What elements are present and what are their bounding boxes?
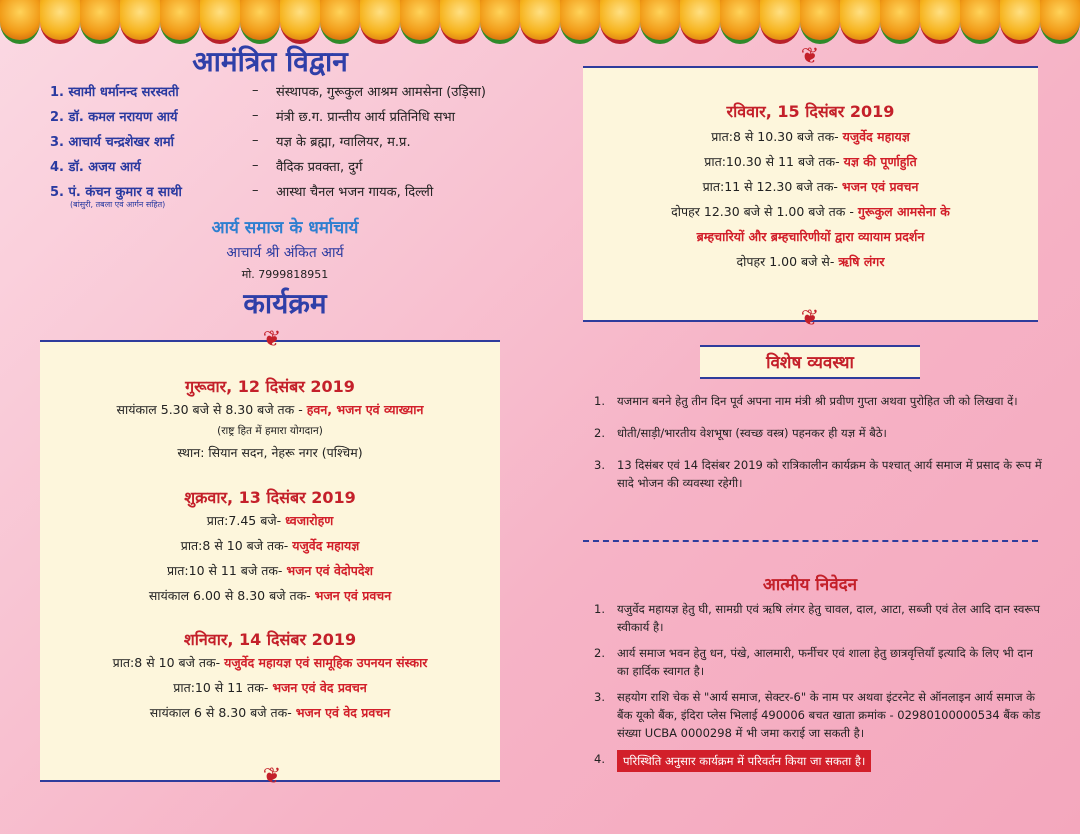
schedule-line xyxy=(40,397,500,422)
list-item xyxy=(575,392,1045,410)
guest-note: (बांसुरी, तबला एवं आर्गन सहित) xyxy=(70,200,166,209)
day-heading: गुरूवार, 12 दिसंबर 2019 xyxy=(185,377,355,396)
item-number: 3. xyxy=(594,690,605,704)
line-time: सायंकाल 6.00 से 8.30 बजे तक- xyxy=(148,588,315,603)
list-item xyxy=(575,600,1045,636)
line-event: भजन एवं वेद प्रवचन xyxy=(295,705,391,720)
item-text: यजमान बनने हेतु तीन दिन पूर्व अपना नाम मंत्री श्री प्रवीण गुप्ता अथवा पुरोहित जी को लिखवा दें। xyxy=(617,394,1018,408)
line-time: सायंकाल 5.30 बजे से 8.30 बजे तक - xyxy=(116,402,307,417)
guest-name: 3. आचार्य चन्द्रशेखर शर्मा xyxy=(50,134,174,150)
item-number: 3. xyxy=(594,458,605,472)
special-title: विशेष व्यवस्था xyxy=(766,353,854,373)
guest-row xyxy=(50,78,570,103)
schedule-line xyxy=(40,533,500,558)
appeal-title: आत्मीय निवेदन xyxy=(762,575,858,595)
item-text: यजुर्वेद महायज्ञ हेतु घी, सामग्री एवं ऋषि लंगर हेतु चावल, दाल, आटा, सब्जी एवं तेल आदि दान स्वरूप स्वीकार्य है। xyxy=(617,602,1040,634)
schedule-line xyxy=(40,650,500,675)
line-event: यजुर्वेद महायज्ञ xyxy=(292,538,360,553)
schedule-line xyxy=(583,249,1038,274)
line-time: प्रात:8 से 10.30 बजे तक- xyxy=(711,129,843,144)
item-text: 13 दिसंबर एवं 14 दिसंबर 2019 को रात्रिकालीन कार्यक्रम के पश्चात् आर्य समाज में प्रसाद के रूप में सादे भोजन की व्यवस्था रहेगी। xyxy=(617,458,1042,490)
line-time: दोपहर 1.00 बजे से- xyxy=(736,254,839,269)
item-text: धोती/साड़ी/भारतीय वेशभूषा (स्वच्छ वस्त्र) पहनकर ही यज्ञ में बैठे। xyxy=(617,426,887,440)
day-heading: शनिवार, 14 दिसंबर 2019 xyxy=(183,630,357,649)
item-number: 1. xyxy=(594,602,605,616)
guest-name: 2. डॉ. कमल नरायण आर्य xyxy=(50,109,178,125)
guest-dash: – xyxy=(252,158,259,173)
day-heading: रविवार, 15 दिसंबर 2019 xyxy=(726,102,895,121)
line-event: ध्वजारोहण xyxy=(285,513,334,528)
dharmacharya-heading: आर्य समाज के धर्माचार्य xyxy=(211,218,359,238)
line-time: (राष्ट्र हित में हमारा योगदान) xyxy=(217,425,323,437)
special-list xyxy=(575,392,1045,506)
line-time: प्रात:11 से 12.30 बजे तक- xyxy=(702,179,842,194)
line-event: गुरूकुल आमसेना के xyxy=(857,204,950,219)
guest-role: मंत्री छ.ग. प्रान्तीय आर्य प्रतिनिधि सभा xyxy=(276,109,455,125)
item-text: सहयोग राशि चेक से "आर्य समाज, सेक्टर-6" के नाम पर अथवा इंटरनेट से ऑनलाइन आर्य समाज के बैंक यूको बैंक, इंदिरा प्लेस भिलाई 490006 बचत खाता क्रमांक - 02980100000534 बैंक कोड संख्या UCBA 0000298 में भी जमा कराई जा सकती है। xyxy=(617,690,1041,740)
line-time: दोपहर 12.30 बजे से 1.00 बजे तक - xyxy=(671,204,858,219)
schedule-line xyxy=(40,422,500,440)
line-event: भजन एवं प्रवचन xyxy=(314,588,392,603)
guest-row xyxy=(50,153,570,178)
line-time: प्रात:7.45 बजे- xyxy=(206,513,286,528)
line-time: प्रात:10 से 11 तक- xyxy=(173,680,273,695)
day-heading: शुक्रवार, 13 दिसंबर 2019 xyxy=(184,488,356,507)
day-block-friday xyxy=(40,486,500,608)
guest-name: 5. पं. कंचन कुमार व साथी xyxy=(50,184,182,200)
list-item xyxy=(575,750,1045,772)
schedule-line xyxy=(583,149,1038,174)
schedule-line xyxy=(40,700,500,725)
guest-row xyxy=(50,128,570,153)
guests-title: आमंत्रित विद्वान xyxy=(192,45,348,78)
line-event: हवन, भजन एवं व्याख्यान xyxy=(306,402,424,417)
schedule-line xyxy=(583,124,1038,149)
scroll-ornament-icon: ❦ xyxy=(262,327,282,352)
list-item xyxy=(575,644,1045,680)
appeal-list xyxy=(575,600,1045,786)
day-block-saturday xyxy=(40,628,500,725)
line-time: प्रात:8 से 10 बजे तक- xyxy=(112,655,225,670)
guest-role: यज्ञ के ब्रह्मा, ग्वालियर, म.प्र. xyxy=(276,134,411,150)
schedule-line xyxy=(40,583,500,608)
marigold-bunting xyxy=(0,0,1080,44)
line-event: भजन एवं वेद प्रवचन xyxy=(272,680,367,695)
schedule-line xyxy=(583,224,1038,249)
scroll-ornament-icon: ❦ xyxy=(800,306,820,331)
guest-name: 4. डॉ. अजय आर्य xyxy=(50,159,141,175)
guest-dash: – xyxy=(252,83,259,98)
schedule-line xyxy=(40,440,500,465)
line-event: भजन एवं प्रवचन xyxy=(841,179,919,194)
schedule-line xyxy=(583,199,1038,224)
dharmacharya-phone: मो. 7999818951 xyxy=(241,268,329,281)
schedule-line xyxy=(583,174,1038,199)
day-block-sunday xyxy=(583,100,1038,274)
dashed-divider xyxy=(583,540,1038,542)
schedule-line xyxy=(40,558,500,583)
line-event: ब्रम्हचारियों और ब्रम्हचारिणीयों द्वारा व्यायाम प्रदर्शन xyxy=(696,229,925,244)
item-number: 2. xyxy=(594,646,605,660)
item-number: 2. xyxy=(594,426,605,440)
guest-row xyxy=(50,103,570,128)
line-event: यजुर्वेद महायज्ञ एवं सामूहिक उपनयन संस्कार xyxy=(224,655,428,670)
schedule-line xyxy=(40,675,500,700)
line-time: स्थान: सियान सदन, नेहरू नगर (पश्चिम) xyxy=(177,445,363,460)
guest-role: आस्था चैनल भजन गायक, दिल्ली xyxy=(276,184,434,200)
highlight-note: परिस्थिति अनुसार कार्यक्रम में परिवर्तन किया जा सकता है। xyxy=(617,750,871,772)
guest-dash: – xyxy=(252,108,259,123)
line-event: यज्ञ की पूर्णाहुति xyxy=(843,154,917,169)
guest-role: संस्थापक, गुरूकुल आश्रम आमसेना (उड़िसा) xyxy=(276,84,486,100)
guest-dash: – xyxy=(252,183,259,198)
program-title: कार्यक्रम xyxy=(243,287,327,320)
dharmacharya-name: आचार्य श्री अंकित आर्य xyxy=(226,245,344,261)
list-item xyxy=(575,688,1045,742)
item-text: आर्य समाज भवन हेतु धन, पंखे, आलमारी, फर्नीचर एवं शाला हेतु छात्रवृत्तियाँ इत्यादि के लिए भी दान का हार्दिक स्वागत है। xyxy=(617,646,1033,678)
line-event: भजन एवं वेदोपदेश xyxy=(286,563,374,578)
day-block-thursday xyxy=(40,375,500,465)
line-time: सायंकाल 6 से 8.30 बजे तक- xyxy=(149,705,296,720)
list-item xyxy=(575,424,1045,442)
guest-role: वैदिक प्रवक्ता, दुर्ग xyxy=(276,159,363,175)
scroll-ornament-icon: ❦ xyxy=(800,44,820,69)
item-number: 1. xyxy=(594,394,605,408)
scroll-ornament-icon: ❦ xyxy=(262,764,282,789)
line-event: ऋषि लंगर xyxy=(838,254,885,269)
line-event: यजुर्वेद महायज्ञ xyxy=(842,129,910,144)
line-time: प्रात:10.30 से 11 बजे तक- xyxy=(704,154,844,169)
guest-list xyxy=(50,78,570,203)
line-time: प्रात:8 से 10 बजे तक- xyxy=(180,538,293,553)
line-time: प्रात:10 से 11 बजे तक- xyxy=(166,563,287,578)
list-item xyxy=(575,456,1045,492)
guest-dash: – xyxy=(252,133,259,148)
item-number: 4. xyxy=(594,752,605,766)
schedule-line xyxy=(40,508,500,533)
guest-name: 1. स्वामी धर्मानन्द सरस्वती xyxy=(50,84,179,100)
